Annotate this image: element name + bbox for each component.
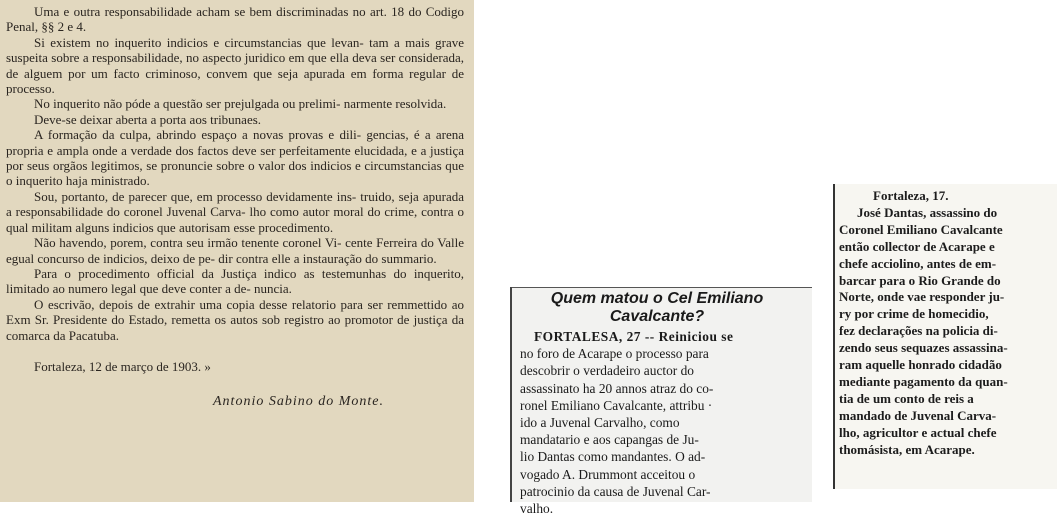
report-line: No inquerito não póde a questão ser prejulgada ou prelimi- <box>34 96 341 112</box>
report-line: dir contra elle a instauração do summario. <box>218 250 437 266</box>
clipping-line: mandatario e aos capangas de Ju- <box>520 432 699 448</box>
clipping-line: descobrir o verdadeiro auctor do <box>520 363 695 379</box>
report-paragraph <box>6 266 464 297</box>
telegram-line: José Dantas, assassino do <box>857 204 998 220</box>
report-scan <box>0 0 474 502</box>
headline-line: Quem matou o Cel Emiliano <box>550 290 764 307</box>
newspaper-clipping-telegram <box>833 184 1057 489</box>
newspaper-clipping-headline <box>510 287 812 517</box>
clipping-line: assassinato ha 20 annos atraz do co- <box>520 380 714 396</box>
telegram-line: mandado de Juvenal Carva- <box>839 407 997 423</box>
report-body <box>6 4 464 343</box>
telegram-line: thomásista, em Acarape. <box>839 441 975 457</box>
report-paragraph <box>6 297 464 343</box>
report-paragraph <box>6 35 464 97</box>
telegram-line: barcar para o Rio Grande do <box>839 272 1001 288</box>
clipping-line: valho. <box>520 501 554 517</box>
telegram-dateline: Fortaleza, 17. <box>873 188 949 203</box>
report-line: indicios que autorisam esse procedimento. <box>112 219 334 235</box>
top-rule <box>512 287 812 288</box>
report-line: criminoso, convem que seja apurada em forma regular de processo. <box>6 65 464 97</box>
report-line: Uma e outra responsabilidade acham se bem discriminadas no <box>34 4 366 19</box>
telegram-line: então collector de Acarape e <box>839 238 995 254</box>
report-line: lho como autor moral do crime, contra o qual militam alguns <box>6 204 464 235</box>
report-line: art. 18 do Codigo Penal, §§ 2 e 4. <box>6 4 465 35</box>
report-line: ser remmettido ao Exm Sr. Presidente do Estado, remetta os <box>6 296 464 328</box>
telegram-body <box>839 188 1055 459</box>
telegram-line: lho, agricultor e actual chefe <box>839 424 997 440</box>
clipping-line: patrocinio da causa de Juvenal Car- <box>520 483 711 499</box>
report-line: gencias, é a arena propria e ampla onde a verdade dos factos deve <box>6 127 464 158</box>
clipping-body <box>520 328 808 517</box>
report-signature: Antonio Sabino do Monte. <box>213 394 384 410</box>
clipping-line: ronel Emiliano Cavalcante, attribu · <box>520 397 713 413</box>
report-line: Si existem no inquerito indicios e circumstancias que levan- <box>34 34 364 50</box>
report-line: autos sob registro ao promotor de justiça da comarca da Pacatuba. <box>6 312 465 343</box>
report-line: nuncia. <box>253 281 292 297</box>
report-line: narmente resolvida. <box>343 96 447 112</box>
report-line: Sou, portanto, de parecer que, em processo devidamente ins- <box>34 188 357 204</box>
report-paragraph <box>6 189 464 235</box>
clipping-dateline: FORTALESA, 27 -- Reiniciou se <box>534 329 734 344</box>
report-line: Não havendo, porem, contra seu irmão tenente coronel Vi- <box>34 235 342 251</box>
report-line: Para o procedimento official da Justiça indico as testemunhas <box>34 265 387 281</box>
report-line: do inquerito, limitado ao numero legal que deve conter a de- <box>6 265 465 297</box>
report-line: inquerito haja ministrado. <box>15 173 150 189</box>
report-line: O escrivão, depois de extrahir uma copia desse relatorio para <box>34 296 363 312</box>
headline-line: Cavalcante? <box>609 308 705 325</box>
report-paragraph <box>6 96 464 111</box>
report-paragraph <box>6 4 464 35</box>
report-paragraph <box>6 235 464 266</box>
report-line: se pronuncie sobre o valor dos indicios e circumstancias que o <box>6 158 465 189</box>
telegram-line: zendo seus sequazes assassina- <box>839 340 1008 356</box>
telegram-line: ram aquelle honrado cidadão <box>839 357 1002 373</box>
report-line: A formação da culpa, abrindo espaço a novas provas e dili- <box>34 127 362 143</box>
report-paragraph <box>6 112 464 127</box>
telegram-line: chefe acciolino, antes de em- <box>839 255 997 271</box>
report-line: ser perfeitamente elucidada, e a justiça por seus orgãos legitimos, <box>6 142 464 174</box>
clipping-line: vogado A. Drummont acceitou o <box>520 466 696 482</box>
report-line: Deve-se deixar aberta a porta aos tribunaes. <box>34 111 262 127</box>
clipping-line: no foro de Acarape o processo para <box>520 346 709 362</box>
report-paragraph <box>6 127 464 189</box>
report-line: truido, seja apurada a responsabilidade do coronel Juvenal Carva- <box>6 188 465 220</box>
report-line: tam a mais grave suspeita sobre a responsabilidade, no aspecto <box>6 34 464 66</box>
telegram-line: tia de um conto de reis a <box>839 390 974 406</box>
telegram-line: fez declarações na policia di- <box>839 323 998 339</box>
report-line: cente Ferreira do Valle egual concurso de indicios, deixo de pe- <box>6 235 465 266</box>
report-line: juridico em que ella deva ser considerada, de alguem por um facto <box>6 50 465 81</box>
report-date: Fortaleza, 12 de março de 1903. » <box>34 358 211 374</box>
clipping-headline <box>512 290 802 326</box>
clipping-line: lio Dantas como mandantes. O ad- <box>520 449 706 465</box>
telegram-line: Coronel Emiliano Cavalcante <box>839 221 1003 237</box>
clipping-line: ido a Juvenal Carvalho, como <box>520 415 680 431</box>
telegram-line: mediante pagamento da quan- <box>839 373 1008 389</box>
telegram-line: Norte, onde vae responder ju- <box>839 289 1005 305</box>
telegram-line: ry por crime de homecidio, <box>839 306 989 322</box>
